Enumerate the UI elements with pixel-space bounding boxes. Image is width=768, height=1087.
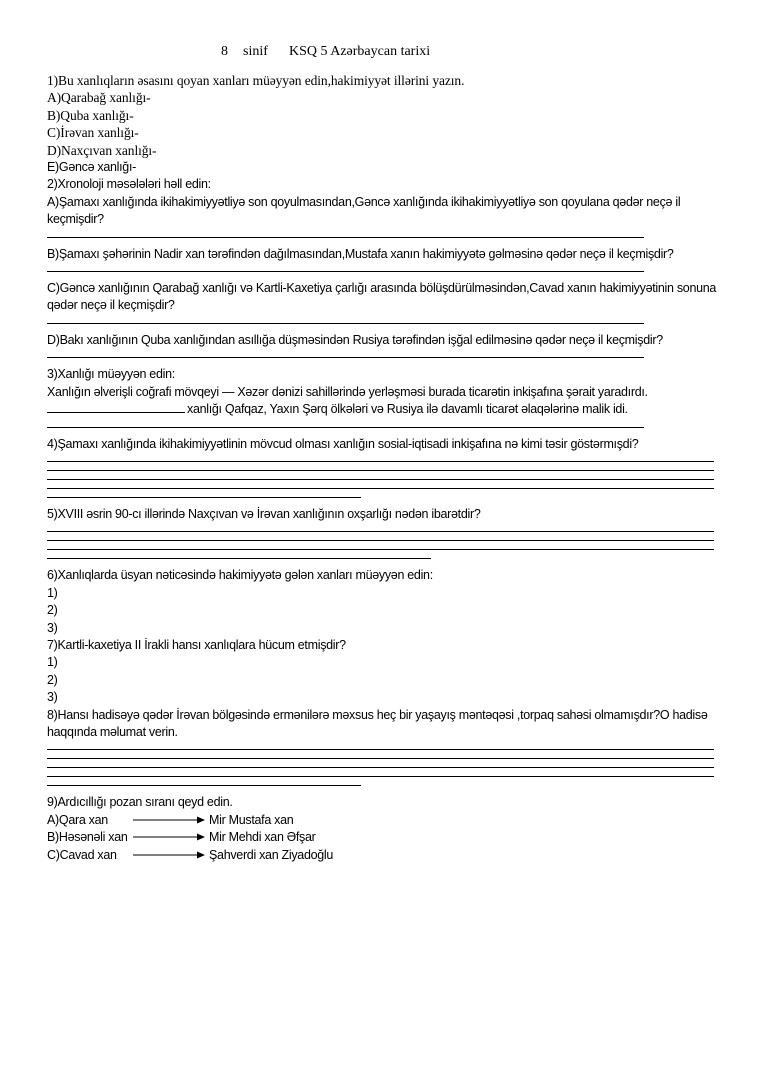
q9-row-left: A)Qara xan [47,812,108,827]
question-4: 4)Şamaxı xanlığında ikihakimiyyətlinin mövcud olması xanlığın sosial-iqtisadi inkişafına nə kimi təsir göstərmışdi? [47,436,639,451]
q7-item-1: 1) [47,655,58,670]
answer-line[interactable] [47,749,714,750]
q1-item-c: C)İrəvan xanlığı- [47,125,139,141]
q7-item-3: 3) [47,690,58,705]
q9-row-c[interactable] [47,847,727,864]
q1-item-a: A)Qarabağ xanlığı- [47,90,151,106]
answer-line[interactable] [47,488,714,489]
answer-line[interactable] [47,461,714,462]
q9-row-b[interactable] [47,829,727,846]
right-arrow-icon [133,815,205,825]
question-9: 9)Ardıcıllığı pozan sıranı qeyd edin. [47,795,233,810]
q9-row-right: Şahverdi xan Ziyadoğlu [209,847,334,862]
q1-item-d: D)Naxçıvan xanlığı- [47,142,157,158]
q9-row-left: B)Həsənəli xan [47,830,128,845]
answer-line[interactable] [47,767,714,768]
answer-line[interactable] [47,558,431,559]
answer-line[interactable] [47,323,644,324]
q9-row-right: Mir Mehdi xan Əfşar [209,830,316,845]
q3-line-1: Xanlığın əlverişli coğrafi mövqeyi — Xəzər dənizi sahillərində yerləşməsi burada ticarətin inkişafına şərait yaradırdı. [47,384,648,399]
answer-line[interactable] [47,540,714,541]
question-6: 6)Xanlıqlarda üsyan nəticəsində hakimiyyətə gələn xanları müəyyən edin: [47,568,433,583]
answer-line[interactable] [47,531,714,532]
q9-row-left: C)Cavad xan [47,847,117,862]
q6-item-3: 3) [47,620,58,635]
right-arrow-icon [133,832,205,842]
question-3: 3)Xanlığı müəyyən edin: [47,367,175,382]
answer-line[interactable] [47,427,644,428]
answer-line[interactable] [47,549,714,550]
q9-row-right: Mir Mustafa xan [209,812,294,827]
question-8: 8)Hansı hadisəyə qədər İrəvan bölgəsində ermənilərə məxsus heç bir yaşayış məntəqəsi ,torpaq sahəsi olmamışdır?O hadisə haqqında məlumat verin. [47,707,708,739]
q6-item-2: 2) [47,603,58,618]
worksheet-content [47,72,727,864]
right-arrow-icon [133,850,205,860]
q1-item-e: E)Gəncə xanlığı- [47,160,136,175]
q2-part-c: C)Gəncə xanlığının Qarabağ xanlığı və Kartli-Kaxetiya çarlığı arasında bölüşdürülməsindən,Cavad xanın hakimiyyətinin sonuna qədər neçə il keçmişdir? [47,281,717,313]
question-1: 1)Bu xanlıqların əsasını qoyan xanları müəyyən edin,hakimiyyət illərini yazın. [47,73,465,88]
question-7: 7)Kartli-kaxetiya II İrakli hansı xanlıqlara hücum etmişdir? [47,637,346,652]
answer-line[interactable] [47,497,361,498]
answer-line[interactable] [47,785,361,786]
worksheet-title: KSQ 5 Azərbaycan tarixi [289,44,431,59]
answer-line[interactable] [47,479,714,480]
khanate-blank[interactable] [47,401,185,413]
grade-label: sinif [243,44,268,59]
question-2: 2)Xronoloji məsələləri həll edin: [47,177,211,192]
q2-part-b: B)Şamaxı şəhərinin Nadir xan tərəfindən dağılmasından,Mustafa xanın hakimiyyətə gəlməsinə qədər neçə il keçmişdir? [47,246,674,261]
answer-line[interactable] [47,357,644,358]
answer-line[interactable] [47,237,644,238]
q1-item-b: B)Quba xanlığı- [47,107,134,123]
grade-number: 8 [221,44,228,59]
answer-line[interactable] [47,776,714,777]
q7-item-2: 2) [47,672,58,687]
question-5: 5)XVIII əsrin 90-cı illərində Naxçıvan və İrəvan xanlığının oxşarlığı nədən ibarətdir? [47,506,481,521]
q3-line-2: xanlığı Qafqaz, Yaxın Şərq ölkələri və Rusiya ilə davamlı ticarət əlaqələrinə malik idi. [187,402,628,417]
answer-line[interactable] [47,470,714,471]
answer-line[interactable] [47,758,714,759]
q6-item-1: 1) [47,585,58,600]
answer-line[interactable] [47,271,644,272]
q9-row-a[interactable] [47,812,727,829]
q2-part-d: D)Bakı xanlığının Quba xanlığından asıllığa düşməsindən Rusiya tərəfindən işğal edilməsinə qədər neçə il keçmişdir? [47,332,663,347]
q2-part-a: A)Şamaxı xanlığında ikihakimiyyətliyə son qoyulmasından,Gəncə xanlığında ikihakimiyyətliyə son qoyulana qədər neçə il keçmişdir? [47,194,681,227]
